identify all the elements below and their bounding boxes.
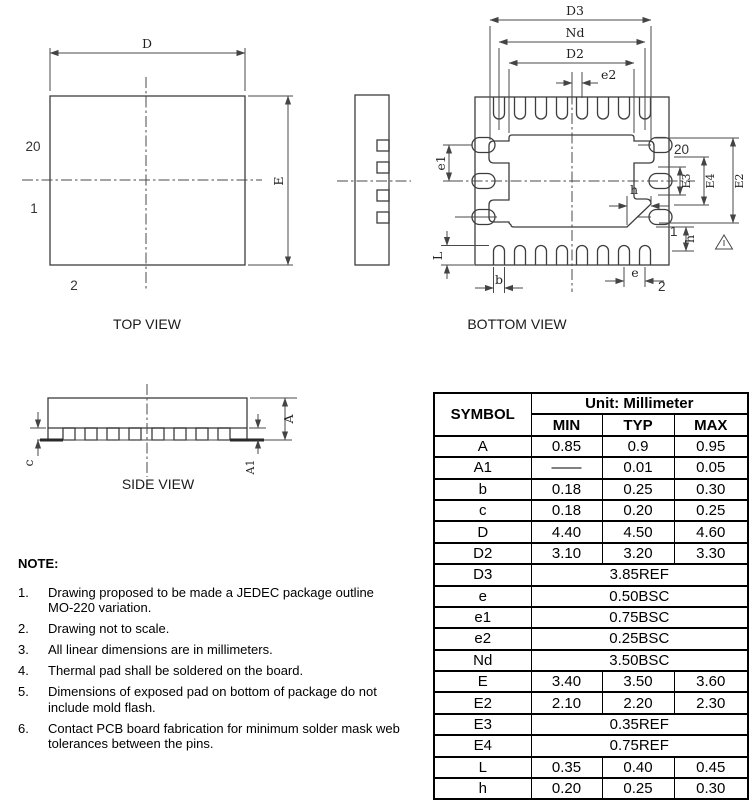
bottom-view-title: BOTTOM VIEW [467, 316, 567, 332]
min-cell: 0.20 [531, 778, 602, 799]
side-view-dim-label-A: A [281, 414, 296, 424]
typ-cell: 0.20 [602, 500, 674, 521]
top-view-pin2-label: 2 [70, 278, 78, 293]
min-cell: —— [531, 457, 602, 478]
note-text: Dimensions of exposed pad on bottom of package do not include mold flash. [48, 684, 377, 715]
table-header-unit: Unit: Millimeter [531, 393, 748, 414]
top-view-dim-label-D: D [141, 36, 153, 51]
min-cell: 3.10 [531, 543, 602, 564]
note-number: 6. [18, 720, 29, 736]
table-row [434, 521, 748, 542]
max-cell: 2.30 [674, 692, 748, 713]
side-view-dim-label-c: c [21, 459, 36, 467]
table-row [434, 757, 748, 778]
note-text: Contact PCB board fabrication for minimum solder mask web tolerances between the pins. [48, 720, 400, 751]
note-flag-triangle-icon [716, 235, 733, 249]
top-view [22, 36, 293, 332]
max-cell: 0.45 [674, 757, 748, 778]
symbol-cell: e1 [434, 607, 531, 628]
bottom-view-pin2-label: 2 [658, 279, 666, 294]
span-cell: 0.75REF [531, 735, 748, 756]
table-header-symbol: SYMBOL [434, 393, 531, 436]
note-number: 5. [18, 684, 29, 699]
span-cell: 0.50BSC [531, 586, 748, 607]
table-row [434, 607, 748, 628]
symbol-cell: E [434, 671, 531, 692]
table-row [434, 586, 748, 607]
bottom-view-dim-label-Nd: Nd [565, 25, 585, 40]
side-view-dim-label-A1: A1 [244, 459, 257, 475]
note-item [18, 621, 410, 637]
side-profile-body [355, 95, 389, 265]
symbol-cell: h [434, 778, 531, 799]
note-text: Drawing proposed to be made a JEDEC package outline MO-220 variation. [48, 584, 374, 615]
max-cell: 0.95 [674, 436, 748, 457]
dimensions-table [433, 392, 749, 800]
symbol-cell: D2 [434, 543, 531, 564]
bottom-view-dim-label-D3: D3 [566, 3, 584, 18]
span-cell: 3.50BSC [531, 650, 748, 671]
note-item [18, 642, 410, 658]
bottom-view-pin20-label: 20 [674, 142, 690, 157]
min-cell: 0.18 [531, 500, 602, 521]
symbol-cell: D3 [434, 564, 531, 585]
bottom-view-dim-label-E3: E3 [680, 173, 693, 189]
note-text: Thermal pad shall be soldered on the board. [48, 663, 304, 678]
symbol-cell: L [434, 757, 531, 778]
bottom-view-dim-label-h-chamfer: h [629, 182, 639, 197]
table-row [434, 692, 748, 713]
table-header-typ: TYP [602, 414, 674, 435]
typ-cell: 0.9 [602, 436, 674, 457]
bottom-view-dim-label-e1: e1 [433, 155, 448, 171]
bottom-view-dim-label-E2: E2 [733, 173, 746, 189]
note-text: All linear dimensions are in millimeters. [48, 642, 273, 657]
top-view-title: TOP VIEW [113, 316, 181, 332]
symbol-cell: A1 [434, 457, 531, 478]
note-number: 1. [18, 584, 29, 600]
bottom-view-pin1-label: 1 [670, 224, 678, 239]
symbol-cell: A [434, 436, 531, 457]
max-cell: 0.25 [674, 500, 748, 521]
bottom-view-dim-label-E4: E4 [704, 173, 717, 189]
typ-cell: 4.50 [602, 521, 674, 542]
note-number: 2. [18, 621, 29, 636]
note-item [18, 585, 410, 616]
min-cell: 0.35 [531, 757, 602, 778]
span-cell: 3.85REF [531, 564, 748, 585]
table-row [434, 671, 748, 692]
note-item [18, 684, 410, 715]
top-view-pin20-label: 20 [25, 139, 41, 154]
min-cell: 3.40 [531, 671, 602, 692]
notes-heading: NOTE: [18, 556, 59, 571]
note-number: 3. [18, 642, 29, 657]
symbol-cell: b [434, 479, 531, 500]
typ-cell: 3.20 [602, 543, 674, 564]
max-cell: 0.30 [674, 479, 748, 500]
side-view [21, 384, 297, 492]
bottom-view-dim-label-e2: e2 [601, 67, 617, 82]
table-row [434, 543, 748, 564]
table-row [434, 628, 748, 649]
table-row [434, 735, 748, 756]
symbol-cell: e2 [434, 628, 531, 649]
bottom-view [430, 3, 746, 332]
table-row [434, 650, 748, 671]
table-header-max: MAX [674, 414, 748, 435]
note-text: Drawing not to scale. [48, 621, 170, 636]
note-item [18, 721, 410, 752]
symbol-cell: E3 [434, 714, 531, 735]
top-view-dim-label-E: E [271, 176, 286, 186]
span-cell: 0.75BSC [531, 607, 748, 628]
table-row [434, 436, 748, 457]
table-row [434, 564, 748, 585]
symbol-cell: Nd [434, 650, 531, 671]
span-cell: 0.25BSC [531, 628, 748, 649]
bottom-view-dim-label-D2: D2 [566, 46, 584, 61]
note-number: 4. [18, 663, 29, 678]
typ-cell: 0.25 [602, 778, 674, 799]
symbol-cell: E2 [434, 692, 531, 713]
max-cell: 4.60 [674, 521, 748, 542]
typ-cell: 3.50 [602, 671, 674, 692]
side-profile-view [337, 95, 411, 265]
top-view-pin1-label: 1 [30, 201, 38, 216]
typ-cell: 2.20 [602, 692, 674, 713]
notes-section [18, 556, 410, 757]
max-cell: 0.30 [674, 778, 748, 799]
bottom-view-dim-label-L: L [430, 251, 445, 261]
bottom-view-dim-label-b: b [494, 272, 504, 287]
min-cell: 4.40 [531, 521, 602, 542]
table-row [434, 457, 748, 478]
typ-cell: 0.01 [602, 457, 674, 478]
table-row [434, 714, 748, 735]
bottom-view-dim-label-e: e [631, 265, 639, 280]
symbol-cell: D [434, 521, 531, 542]
min-cell: 2.10 [531, 692, 602, 713]
typ-cell: 0.40 [602, 757, 674, 778]
max-cell: 3.30 [674, 543, 748, 564]
bottom-view-dim-label-h-right: h [682, 234, 697, 244]
table-header-min: MIN [531, 414, 602, 435]
max-cell: 3.60 [674, 671, 748, 692]
table-row [434, 479, 748, 500]
note-item [18, 663, 410, 679]
table-row [434, 500, 748, 521]
max-cell: 0.05 [674, 457, 748, 478]
symbol-cell: e [434, 586, 531, 607]
min-cell: 0.18 [531, 479, 602, 500]
min-cell: 0.85 [531, 436, 602, 457]
typ-cell: 0.25 [602, 479, 674, 500]
table-row [434, 778, 748, 799]
span-cell: 0.35REF [531, 714, 748, 735]
side-view-title: SIDE VIEW [121, 476, 195, 492]
symbol-cell: E4 [434, 735, 531, 756]
symbol-cell: c [434, 500, 531, 521]
